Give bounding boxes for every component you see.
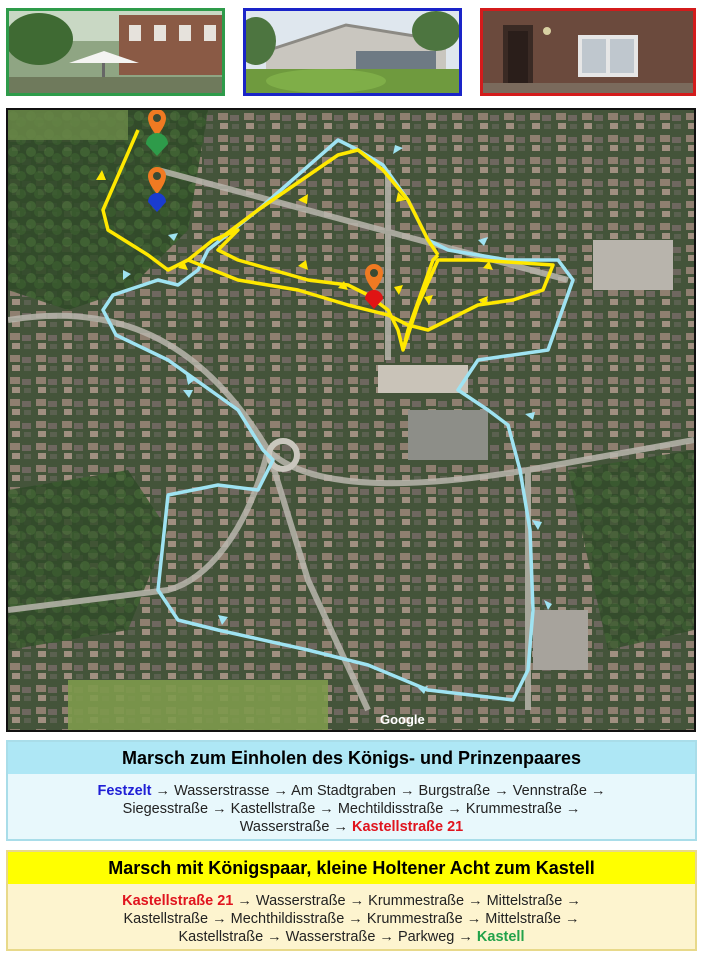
route-line	[8, 800, 695, 818]
photo-festzelt	[6, 8, 225, 96]
route-map[interactable]	[6, 108, 696, 732]
hall-photo-icon	[246, 11, 459, 93]
route-text: Wasserstraße →	[239, 819, 353, 835]
section-1-route	[8, 774, 695, 836]
photo-house-entrance	[480, 8, 696, 96]
route-line	[8, 928, 695, 946]
festzelt-photo-icon	[9, 11, 222, 93]
route-highlight: Kastellstraße 21	[352, 819, 464, 835]
route-line	[8, 892, 695, 910]
route-section-1	[6, 740, 697, 841]
map-svg	[8, 110, 694, 730]
route-line	[8, 910, 695, 928]
route-text: Kastellstraße → Wasserstraße → Parkweg →	[178, 929, 477, 945]
route-highlight: Kastellstraße 21	[122, 893, 234, 909]
route-text: → Wasserstrasse → Am Stadtgraben → Burgstraße → Vennstraße →	[151, 783, 606, 799]
route-text: → Wasserstraße → Krummestraße → Mittelstraße →	[233, 893, 581, 909]
route-highlight: Festzelt	[97, 783, 152, 799]
section-2-route	[8, 884, 695, 946]
route-highlight: Kastell	[476, 929, 525, 945]
photo-hall	[243, 8, 462, 96]
section-2-title: Marsch mit Königspaar, kleine Holtener Acht zum Kastell	[8, 852, 695, 884]
route-line	[8, 782, 695, 800]
house-photo-icon	[483, 11, 693, 93]
route-text: Kastellstraße → Mechthildisstraße → Krummestraße → Mittelstraße →	[123, 911, 580, 927]
google-attribution: Google	[380, 712, 425, 727]
route-line	[8, 818, 695, 836]
section-1-title: Marsch zum Einholen des Königs- und Prinzenpaares	[8, 742, 695, 774]
route-text: Siegesstraße → Kastellstraße → Mechtildisstraße → Krummestraße →	[122, 801, 581, 817]
route-section-2	[6, 850, 697, 951]
